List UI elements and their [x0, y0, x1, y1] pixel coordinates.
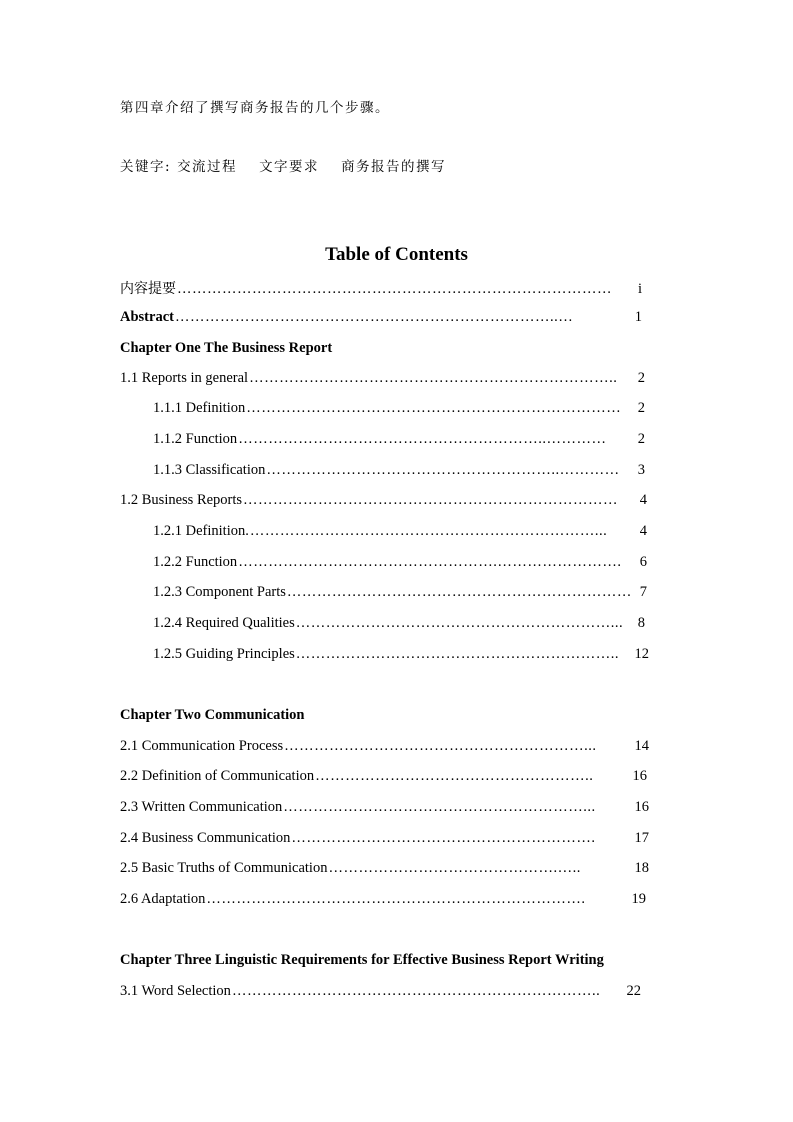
keywords-label: 关键字:	[120, 159, 172, 175]
toc-entry-label: 1.2.3 Component Parts	[153, 584, 286, 600]
toc-leader-dots: ………………………………………………………………..	[231, 983, 601, 999]
toc-leader-dots: …………………………………………………………………	[243, 492, 619, 508]
toc-entry-label: 内容提要	[120, 281, 176, 297]
toc-leader-dots: ……………………………………………………...	[283, 799, 596, 815]
toc-page-number: 4	[639, 492, 647, 508]
toc-page-number: 6	[639, 554, 647, 570]
toc-leader-dots: ……………………………………………………………	[286, 584, 632, 600]
toc-entry-label: 3.1 Word Selection	[120, 983, 231, 999]
toc-page-number: 2	[637, 431, 645, 447]
toc-leader-dots: ………………………………………………..	[315, 768, 594, 784]
toc-entry[interactable]	[120, 860, 649, 880]
toc-entry[interactable]	[120, 768, 647, 788]
toc-page-number: 16	[634, 799, 649, 815]
toc-entry[interactable]	[153, 400, 645, 420]
toc-entry-label: 2.6 Adaptation	[120, 891, 206, 907]
toc-entry-label: 1.2.5 Guiding Principles	[153, 646, 295, 662]
toc-entry-label: 2.3 Written Communication	[120, 799, 283, 815]
toc-page-number: 2	[637, 370, 645, 386]
keyword-item: 商务报告的撰写	[341, 159, 447, 175]
toc-entry[interactable]	[120, 799, 649, 819]
toc-leader-dots: …………………………………………………….	[291, 830, 596, 846]
toc-leader-dots: ………………………………………………………………….	[206, 891, 586, 907]
toc-entry[interactable]	[120, 738, 649, 758]
toc-page-number: 14	[634, 738, 649, 754]
intro-sentence: 第四章介绍了撰写商务报告的几个步骤。	[120, 100, 390, 116]
toc-entry-label: 1.2 Business Reports	[120, 492, 243, 508]
toc-entry[interactable]	[153, 431, 645, 451]
toc-entry[interactable]	[120, 370, 645, 390]
toc-entry-label: 2.1 Communication Process	[120, 738, 284, 754]
toc-leader-dots: …………………………………………………………………	[246, 400, 622, 416]
toc-leader-dots: ……………………………………………………...	[284, 738, 597, 754]
toc-page-number: 16	[632, 768, 647, 784]
toc-entry-label: 2.5 Basic Truths of Communication	[120, 860, 328, 876]
keywords-line	[120, 155, 468, 175]
keyword-item: 交流过程	[177, 159, 238, 175]
toc-page-number: 19	[631, 891, 646, 907]
toc-entry-label: 1.1 Reports in general	[120, 370, 249, 386]
toc-title: Table of Contents	[325, 244, 468, 265]
toc-entry[interactable]	[120, 278, 642, 298]
toc-entry-label: 1.1.1 Definition	[153, 400, 246, 416]
toc-entry[interactable]	[153, 554, 647, 574]
keyword-item: 文字要求	[259, 159, 320, 175]
toc-entry[interactable]	[120, 309, 642, 329]
toc-entry-label: 1.1.2 Function	[153, 431, 238, 447]
toc-leader-dots: …………………………………………………..…………	[266, 462, 620, 478]
toc-page-number: 1	[634, 309, 642, 325]
chapter-heading[interactable]: Chapter Two Communication	[120, 707, 305, 723]
toc-leader-dots: ………………………………………………………...	[295, 615, 624, 631]
toc-leader-dots: ……………………………………………………………...	[249, 523, 608, 539]
toc-page-number: 2	[637, 400, 645, 416]
toc-leader-dots: …………………………………………….…………………….	[238, 554, 622, 570]
chapter-heading[interactable]: Chapter One The Business Report	[120, 340, 333, 356]
toc-page-number: 17	[634, 830, 649, 846]
toc-page-number: 7	[639, 584, 647, 600]
toc-entry[interactable]	[120, 830, 649, 850]
toc-leader-dots: ……………………………………………………..…………	[238, 431, 607, 447]
toc-entry[interactable]	[120, 983, 641, 1003]
toc-page-number: 3	[637, 462, 645, 478]
toc-entry-label: 2.4 Business Communication	[120, 830, 291, 846]
chapter-heading[interactable]: Chapter Three Linguistic Requirements for Effective Business Report Writing	[120, 952, 604, 968]
toc-page-number: 12	[634, 646, 649, 662]
toc-page-number: 8	[637, 615, 645, 631]
toc-entry[interactable]	[153, 615, 645, 635]
toc-leader-dots: …………………………………………………………………..…	[174, 309, 574, 325]
toc-page-number: 18	[634, 860, 649, 876]
toc-entry[interactable]	[153, 462, 645, 482]
toc-entry-label: 1.2.4 Required Qualities	[153, 615, 295, 631]
toc-entry[interactable]	[120, 492, 647, 512]
toc-entry-label: 1.2.2 Function	[153, 554, 238, 570]
toc-page-number: 4	[639, 523, 647, 539]
toc-entry-label: Abstract	[120, 309, 174, 325]
toc-leader-dots: ………………………………………………………………..	[249, 370, 618, 386]
toc-leader-dots: ………………………………………………………..	[295, 646, 620, 662]
toc-leader-dots: ……………………………………….…..	[328, 860, 581, 876]
toc-page-number: i	[637, 281, 642, 297]
toc-entry-label: 1.2.1 Definition.	[153, 523, 249, 539]
toc-entry-label: 1.1.3 Classification	[153, 462, 266, 478]
toc-entry[interactable]	[153, 523, 647, 543]
toc-entry[interactable]	[153, 646, 649, 666]
toc-page-number: 22	[626, 983, 641, 999]
toc-entry-label: 2.2 Definition of Communication	[120, 768, 315, 784]
toc-entry[interactable]	[120, 891, 646, 911]
toc-entry[interactable]	[153, 584, 647, 604]
toc-leader-dots: ……………………………………………………………………………	[177, 281, 612, 297]
